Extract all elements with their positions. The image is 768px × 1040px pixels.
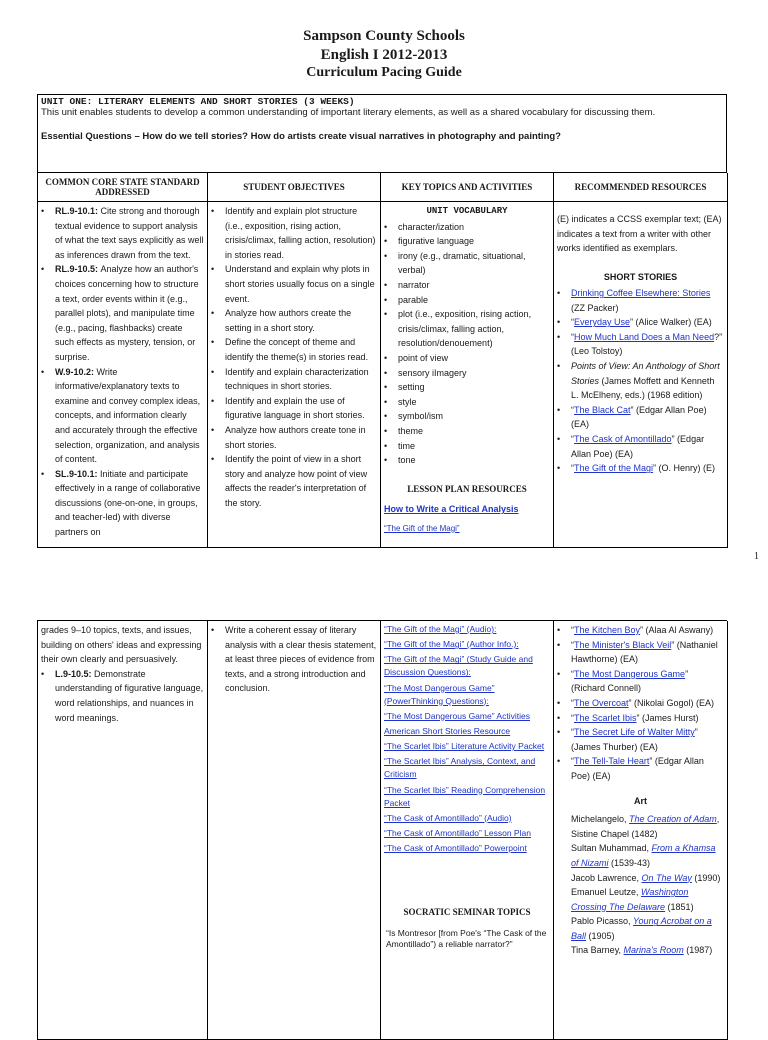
standard-code: W.9-10.2: [55,366,97,377]
resource-item [557,330,724,359]
resource-link[interactable]: “The Gift of the Magi” [384,523,460,533]
item-text: SHORT STORIES [603,271,678,282]
resource-link[interactable]: Everyday Use [574,317,631,328]
item-text: Understand and explain why plots in short stories usually focus on a single event. [225,264,375,304]
item-text: “ [571,756,574,767]
page-number: 1 [754,551,759,562]
item-text: Demonstrate understanding of figurative language, word relationships, and nuances in word meanings. [55,668,204,723]
item-text: ” (O. Henry) (E) [653,463,716,474]
item-text: tone [398,455,416,466]
item-text: character/ization [398,221,465,232]
item-text: parable [398,294,429,305]
topic-item [384,755,550,781]
topic-item [384,249,550,278]
resource-link[interactable]: On The Way [641,872,692,883]
topic-item [384,827,550,840]
item-text: Michelangelo, [571,814,630,825]
item-text: point of view [398,352,449,363]
topic-item [384,220,550,235]
objective-item [211,365,377,394]
item-text: sensory iImagery [398,367,467,378]
item-text: Initiate and participate effectively in a range of collaborative discussions (one-on-one, in groups, and teacher-led) with diverse partners on [55,468,201,538]
resource-item [557,871,724,886]
item-text: (ZZ Packer) [571,302,619,313]
resources-cell [554,621,728,1040]
item-text: symbol/ism [398,411,444,422]
unit-description: This unit enables students to develop a common understanding of important literary elements, as well as a shared vocabulary for discussing them. [41,107,656,118]
section-heading [557,794,724,809]
topic-item [384,293,550,308]
resource-item [557,623,724,638]
item-text: “ [571,712,574,723]
resource-link[interactable]: How to Write a Critical Analysis [384,504,519,515]
item-text: Analyze how authors create the setting in a short story. [225,308,352,333]
item-text: ” (James Hurst) [636,712,699,723]
section-heading [557,270,724,285]
item-text: irony (e.g., dramatic, situational, verbal) [398,250,526,276]
resource-link[interactable]: “The Gift of the Magi” (Study Guide and Discussion Questions): [384,654,533,678]
topic-item [384,439,550,454]
objectives-cell [208,202,381,548]
item-text: (1851) [665,901,694,912]
item-text: narrator [398,279,430,290]
topic-item [384,409,550,424]
item-text: Identify and explain plot structure (i.e., exposition, rising action, crisis/climax, falling action, resolution) in stories read. [225,206,376,260]
topic-item [384,522,550,537]
objective-item [211,204,377,262]
item-text: “ [571,404,574,415]
topic-item [384,351,550,366]
resource-link[interactable]: The Minister's Black Veil [574,639,672,650]
unit-overview [37,94,727,173]
topic-item [384,234,550,249]
topic-item [384,366,550,381]
resource-link[interactable]: The Creation of Adam [629,814,717,825]
item-text: Emanuel Leutze, [571,887,642,898]
course-title: English I 2012-2013 [320,46,448,63]
item-text: setting [398,382,425,393]
column-header-resources: RECOMMENDED RESOURCES [554,173,728,202]
resource-item [557,359,724,403]
topic-item [384,725,550,738]
table-row [37,620,727,1040]
item-text: Write informative/explanatory texts to examine and convey complex ideas, concepts, and information clearly and accurately through the effective selection, organization, and analysis of content. [55,366,201,465]
topic-item [384,453,550,468]
resource-link[interactable]: From a Khamsa of Nizami [571,843,716,868]
resource-item [557,696,724,711]
topic-item [384,278,550,293]
objective-item [211,623,377,696]
item-text: “ [571,331,574,342]
resource-item [557,885,724,914]
item-text: Write a coherent essay of literary analysis with a clear thesis statement, at least three pieces of evidence from texts, and a strong introduction and conclusion. [225,625,377,694]
standard-item [41,623,204,667]
item-text: “ [571,727,574,738]
resource-link[interactable]: The Overcoat [574,697,629,708]
item-text: , Sistine Chapel (1482) [571,814,720,839]
item-text: ” (Edgar Allan Poe) (EA) [571,404,707,430]
document-title: Curriculum Pacing Guide [306,65,462,80]
resource-item [557,841,724,870]
resource-item [557,403,724,432]
resource-link[interactable]: The Secret Life of Walter Mitty [574,727,695,738]
resource-link[interactable]: “The Scarlet Ibis” Reading Comprehension Packet [384,784,546,808]
item-text: “ [571,639,574,650]
resource-item [557,812,724,841]
topic-item [384,307,550,351]
item-text: ” (James Thurber) (EA) [571,727,698,752]
item-text: Art [634,795,647,806]
resource-item [557,286,724,315]
topic-item [384,395,550,410]
topic-item [384,502,550,517]
item-text: plot (i.e., exposition, rising action, crisis/climax, falling action, resolution/denouement) [398,309,532,349]
resource-link[interactable]: “The Cask of Amontillado” (Audio) [384,812,512,823]
topic-item [384,380,550,395]
resource-link[interactable]: Young Acrobat on a Ball [571,916,712,941]
item-text: ” (Edgar Allan Poe) (EA) [571,434,705,459]
resource-link[interactable]: The Kitchen Boy [574,625,641,635]
section-heading [384,204,550,219]
item-text: “ [571,434,574,445]
item-text: time [398,440,416,451]
essential-questions: Essential Questions – How do we tell stories? How do artists create visual narratives in photography and painting? [41,131,561,142]
item-text: “ [571,463,574,474]
resource-item [557,315,724,330]
standard-item [41,667,204,725]
standard-code: L.9-10.5: [55,668,95,679]
resource-link[interactable]: Washington Crossing The Delaware [571,887,689,912]
column-header-topics: KEY TOPICS AND ACTIVITIES [381,173,554,202]
item-text: SOCRATIC SEMINAR TOPICS [403,907,531,918]
item-text: (James Moffett and Kenneth L. McElheny, eds.) (1968 edition) [571,375,715,401]
item-text: LESSON PLAN RESOURCES [407,483,527,494]
topic-item [384,638,550,651]
standard-code: RL.9-10.1: [55,206,101,216]
resource-item [557,212,724,256]
item-text: Tina Barney, [571,945,624,956]
title-text: Points of View: An Anthology of Short Stories [571,361,720,386]
item-text: ” (Alice Walker) (EA) [630,317,712,328]
item-text: ” (Edgar Allan Poe) (EA) [571,756,704,781]
item-text: ” (Nathaniel Hawthorne) (EA) [571,639,718,665]
resource-item [557,711,724,726]
topic-item [384,710,550,723]
objectives-cell [208,621,381,1040]
school-name: Sampson County Schools [303,28,465,44]
objective-item [211,262,377,306]
resource-link[interactable]: “The Gift of the Magi” (Author Info.): [384,639,519,650]
item-text: Analyze how authors create tone in short stories. [225,424,366,450]
standard-item [41,365,204,467]
item-text: UNIT VOCABULARY [426,206,508,216]
item-text: (1905) [586,930,615,941]
column-header-objectives: STUDENT OBJECTIVES [208,173,381,202]
item-text: Analyze how an author's choices concerning how to structure a text, order events within it (e.g., parallel plots), and manipulate time (e.g., pacing, flashbacks) create such effects as mystery, tension, or surprise. [55,264,199,362]
topics-cell [381,202,554,548]
table-header-row [37,172,727,202]
topics-cell [381,621,554,1040]
resource-link[interactable]: American Short Stories Resource [384,725,511,736]
resource-item [557,754,724,783]
resource-item [557,461,724,476]
section-heading [384,482,550,497]
resource-link[interactable]: “The Most Dangerous Game” Activities [384,710,530,721]
topic-item [384,784,550,810]
item-text: ” (Alaa Al Aswany) [640,625,714,635]
topic-item [384,928,550,950]
standard-item [41,204,204,262]
objective-item [211,423,377,452]
item-text: theme [398,425,424,436]
resource-item [557,914,724,943]
topic-item [384,653,550,679]
item-text: “ [571,317,574,328]
resource-link[interactable]: “The Gift of the Magi” (Audio): [384,624,497,634]
document-header [0,27,768,83]
item-text: grades 9–10 topics, texts, and issues, building on others' ideas and expressing their own clearly and persuasively. [41,625,202,665]
standard-code: RL.9-10.5: [55,264,101,275]
resource-link[interactable]: “The Most Dangerous Game” (PowerThinking Questions): [384,682,495,706]
item-text: (E) indicates a CCSS exemplar text; (EA) indicates a text from a writer with other works identified as exemplars. [557,214,722,253]
item-text: ?” (Leo Tolstoy) [571,331,723,357]
item-text: Cite strong and thorough textual evidence to support analysis of what the text says explicitly as well as inferences drawn from the text. [55,206,204,260]
resource-link[interactable]: Marina's Room [623,945,684,956]
item-text: ” (Richard Connell) [571,668,689,694]
item-text: “ [571,625,574,635]
item-text: (1539-43) [608,857,651,868]
item-text: Identify and explain the use of figurative language in short stories. [225,395,365,421]
resource-item [557,638,724,667]
resource-link[interactable]: The Tell-Tale Heart [574,756,650,767]
item-text: Identify and explain characterization techniques in short stories. [225,366,369,392]
topic-item [384,623,550,636]
standard-item [41,262,204,364]
topic-item [384,812,550,825]
resource-link[interactable]: “The Cask of Amontillado” Lesson Plan [384,827,531,838]
item-text: Define the concept of theme and identify the theme(s) in stories read. [225,337,369,362]
item-text: figurative language [398,236,475,247]
resource-link[interactable]: How Much Land Does a Man Need [574,331,715,342]
resource-item [557,432,724,461]
item-text: ” (Nikolai Gogol) (EA) [628,697,715,708]
standards-cell [38,621,208,1040]
table-row [37,201,727,548]
item-text: (1987) [683,945,713,956]
item-text: Pablo Picasso, [571,916,634,927]
resource-link[interactable]: “The Scarlet Ibis” Literature Activity Packet [384,741,545,752]
item-text: Identify the point of view in a short story and analyze how point of view affects the reader's interpretation of the story. [225,454,368,508]
resource-link[interactable]: The Gift of the Magi [574,463,654,474]
objective-item [211,306,377,335]
item-text: (1990) [691,872,721,883]
objective-item [211,335,377,364]
item-text: style [398,396,417,407]
standard-item [41,467,204,540]
topic-item [384,842,550,855]
resource-item [557,943,724,958]
objective-item [211,394,377,423]
objective-item [211,452,377,510]
item-text: “ [571,697,574,708]
resource-item [557,667,724,696]
resource-item [557,725,724,754]
standard-code: SL.9-10.1: [55,468,101,479]
resource-link[interactable]: The Black Cat [574,404,631,415]
item-text: Jacob Lawrence, [571,872,642,883]
item-text: Sultan Muhammad, [571,843,652,854]
item-text: “Is Montresor [from Poe's “The Cask of the Amontillado”) a reliable narrator?” [386,927,547,949]
resources-cell [554,202,728,548]
resource-link[interactable]: “The Cask of Amontillado” Powerpoint [384,843,527,854]
section-heading [384,905,550,920]
resource-link[interactable]: “The Scarlet Ibis” Analysis, Context, and Criticism [384,756,536,780]
resource-link[interactable]: The Most Dangerous Game [574,668,686,679]
column-header-standards: COMMON CORE STATE STANDARD ADDRESSED [38,173,208,202]
standards-cell [38,202,208,548]
resource-link[interactable]: Drinking Coffee Elsewhere: Stories [571,288,711,299]
topic-item [384,682,550,708]
item-text: “ [571,668,574,679]
unit-title: UNIT ONE: LITERARY ELEMENTS AND SHORT STORIES (3 WEEKS) [41,96,355,107]
topic-item [384,740,550,753]
resource-link[interactable]: The Cask of Amontillado [574,434,672,445]
resource-link[interactable]: The Scarlet Ibis [574,712,637,723]
topic-item [384,424,550,439]
